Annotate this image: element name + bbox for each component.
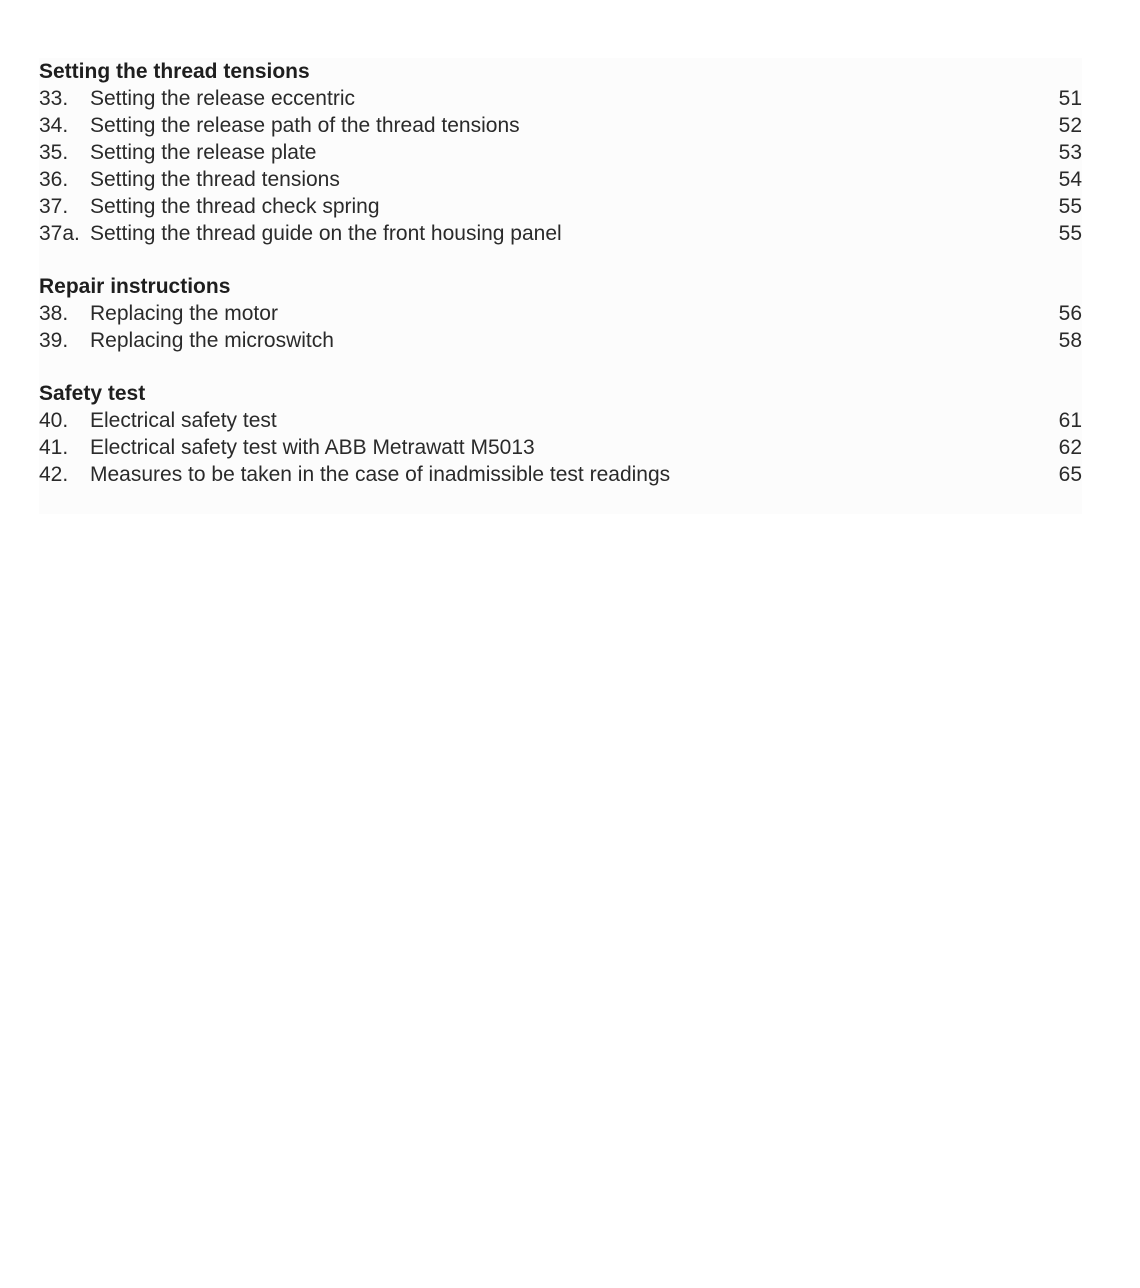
entry-title: Measures to be taken in the case of inadmissible test readings: [90, 463, 671, 486]
entry-page: 62: [1058, 436, 1082, 459]
toc-section-thread-tensions: [39, 58, 1082, 247]
entry-title: Setting the thread check spring: [90, 195, 380, 218]
toc-section-repair-instructions: [39, 273, 1082, 354]
entry-page: 54: [1058, 168, 1082, 191]
entry-title: Setting the release path of the thread tensions: [90, 114, 520, 137]
entry-page: 61: [1058, 409, 1082, 432]
toc-section-safety-test: [39, 380, 1082, 488]
entry-page: 58: [1058, 329, 1082, 352]
entry-page: 55: [1058, 195, 1082, 218]
entry-number: 35.: [39, 141, 69, 164]
entry-title: Setting the release plate: [90, 141, 317, 164]
entry-number: 37a.: [39, 222, 80, 245]
entry-title: Electrical safety test: [90, 409, 277, 432]
toc-entry: [39, 327, 1082, 354]
entry-page: 53: [1058, 141, 1082, 164]
toc-entry: [39, 166, 1082, 193]
toc-entry: [39, 434, 1082, 461]
entry-page: 51: [1058, 87, 1082, 110]
entry-title: Setting the thread tensions: [90, 168, 340, 191]
section-title: Repair instructions: [39, 275, 231, 298]
entry-number: 41.: [39, 436, 69, 459]
toc-entry: [39, 300, 1082, 327]
entry-title: Replacing the microswitch: [90, 329, 334, 352]
entry-page: 65: [1058, 463, 1082, 486]
toc-entry: [39, 461, 1082, 488]
entry-number: 39.: [39, 329, 69, 352]
section-title: Safety test: [39, 382, 146, 405]
table-of-contents: [39, 58, 1082, 514]
toc-entry: [39, 112, 1082, 139]
entry-page: 56: [1058, 302, 1082, 325]
toc-entry: [39, 407, 1082, 434]
section-title: Setting the thread tensions: [39, 60, 310, 83]
entry-number: 42.: [39, 463, 69, 486]
entry-page: 55: [1058, 222, 1082, 245]
entry-number: 36.: [39, 168, 69, 191]
entry-number: 34.: [39, 114, 69, 137]
toc-entry: [39, 193, 1082, 220]
entry-number: 40.: [39, 409, 69, 432]
entry-number: 37.: [39, 195, 69, 218]
toc-entry: [39, 139, 1082, 166]
entry-title: Setting the thread guide on the front housing panel: [90, 222, 562, 245]
entry-title: Replacing the motor: [90, 302, 278, 325]
toc-entry: [39, 220, 1082, 247]
entry-number: 38.: [39, 302, 69, 325]
entry-title: Electrical safety test with ABB Metrawatt M5013: [90, 436, 535, 459]
entry-number: 33.: [39, 87, 69, 110]
toc-entry: [39, 85, 1082, 112]
entry-title: Setting the release eccentric: [90, 87, 355, 110]
entry-page: 52: [1058, 114, 1082, 137]
